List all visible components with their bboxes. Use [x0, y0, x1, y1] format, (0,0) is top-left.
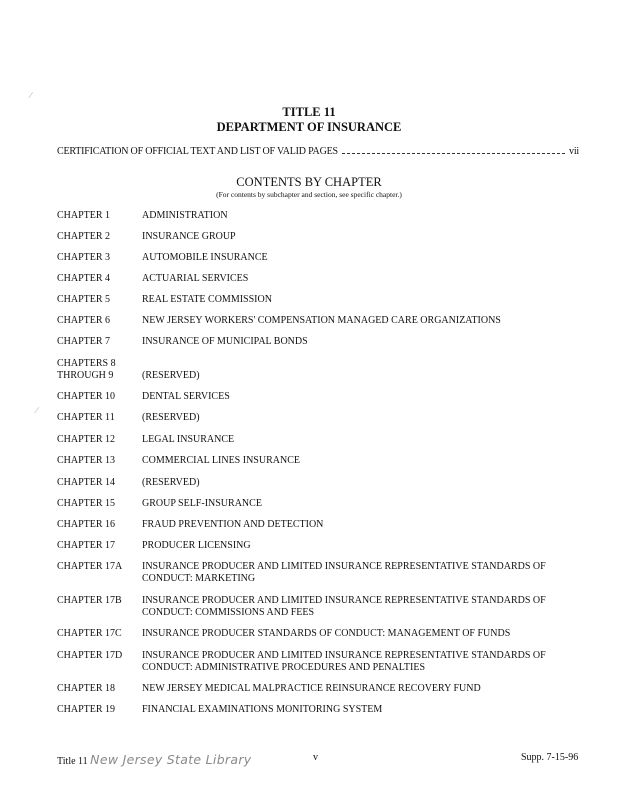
footer-title: Title 11 [57, 756, 88, 767]
scan-mark: ∕ [36, 405, 38, 415]
footer-page-number: v [313, 752, 318, 763]
scan-mark: ∕ [30, 90, 32, 100]
chapter-title: FRAUD PREVENTION AND DETECTION [142, 519, 324, 530]
chapter-number: CHAPTER 19 [57, 704, 116, 715]
chapter-title: LEGAL INSURANCE [142, 434, 235, 445]
leader-dots [342, 153, 565, 154]
chapter-number: CHAPTER 11 [57, 412, 115, 423]
chapter-title: DENTAL SERVICES [142, 391, 230, 402]
chapter-number: CHAPTER 16 [57, 519, 116, 530]
chapter-number: CHAPTER 15 [57, 498, 116, 509]
chapter-number: CHAPTER 17 [57, 540, 116, 551]
chapter-number: CHAPTER 4 [57, 273, 111, 284]
chapter-title: (RESERVED) [142, 412, 200, 423]
library-stamp: New Jersey State Library [90, 752, 252, 767]
chapter-title: (RESERVED) [142, 370, 200, 381]
certification-page: vii [569, 146, 579, 157]
chapter-title: ADMINISTRATION [142, 210, 228, 221]
title-heading: TITLE 11 [282, 105, 336, 119]
chapter-title: NEW JERSEY WORKERS' COMPENSATION MANAGED CARE ORGANIZATIONS [142, 315, 501, 326]
chapter-title: GROUP SELF-INSURANCE [142, 498, 262, 509]
chapter-title: ACTUARIAL SERVICES [142, 273, 249, 284]
footer-left [57, 752, 251, 767]
contents-heading: CONTENTS BY CHAPTER [236, 175, 382, 189]
chapter-number: CHAPTER 17C [57, 628, 122, 639]
chapter-number: CHAPTER 5 [57, 294, 111, 305]
chapter-title: INSURANCE GROUP [142, 231, 236, 242]
chapter-number: CHAPTER 6 [57, 315, 111, 326]
chapter-title: NEW JERSEY MEDICAL MALPRACTICE REINSURANCE RECOVERY FUND [142, 683, 481, 694]
chapter-title: FINANCIAL EXAMINATIONS MONITORING SYSTEM [142, 704, 383, 715]
chapter-number: CHAPTER 10 [57, 391, 116, 402]
chapter-title: (RESERVED) [142, 477, 200, 488]
chapter-number: CHAPTER 17A [57, 561, 123, 572]
chapter-number: CHAPTER 17B [57, 595, 122, 606]
chapter-title: PRODUCER LICENSING [142, 540, 251, 551]
chapter-title: REAL ESTATE COMMISSION [142, 294, 272, 305]
contents-note: (For contents by subchapter and section, see specific chapter.) [216, 190, 402, 199]
chapter-title: INSURANCE PRODUCER AND LIMITED INSURANCE REPRESENTATIVE STANDARDS OF CONDUCT: COMMISSIONS AND FEES [142, 595, 546, 618]
chapter-number: CHAPTER 3 [57, 252, 111, 263]
department-heading: DEPARTMENT OF INSURANCE [216, 120, 402, 134]
footer-supplement-date: Supp. 7-15-96 [521, 752, 579, 763]
chapter-number: CHAPTERS 8 THROUGH 9 [57, 358, 116, 381]
chapter-number: CHAPTER 7 [57, 336, 111, 347]
chapter-number: CHAPTER 17D [57, 650, 123, 661]
chapter-number: CHAPTER 12 [57, 434, 116, 445]
chapter-number: CHAPTER 14 [57, 477, 116, 488]
chapter-number: CHAPTER 13 [57, 455, 116, 466]
chapter-number: CHAPTER 18 [57, 683, 116, 694]
certification-line [57, 146, 579, 157]
chapter-title: INSURANCE PRODUCER AND LIMITED INSURANCE REPRESENTATIVE STANDARDS OF CONDUCT: MARKETING [142, 561, 546, 584]
chapter-number: CHAPTER 2 [57, 231, 111, 242]
chapter-title: INSURANCE PRODUCER AND LIMITED INSURANCE REPRESENTATIVE STANDARDS OF CONDUCT: ADMINISTRATIVE PROCEDURES AND PENALTIES [142, 650, 546, 673]
chapter-title: AUTOMOBILE INSURANCE [142, 252, 268, 263]
chapter-title: INSURANCE PRODUCER STANDARDS OF CONDUCT: MANAGEMENT OF FUNDS [142, 628, 511, 639]
chapter-title: COMMERCIAL LINES INSURANCE [142, 455, 300, 466]
certification-label: CERTIFICATION OF OFFICIAL TEXT AND LIST OF VALID PAGES [57, 146, 338, 157]
chapter-title: INSURANCE OF MUNICIPAL BONDS [142, 336, 308, 347]
chapter-number: CHAPTER 1 [57, 210, 111, 221]
